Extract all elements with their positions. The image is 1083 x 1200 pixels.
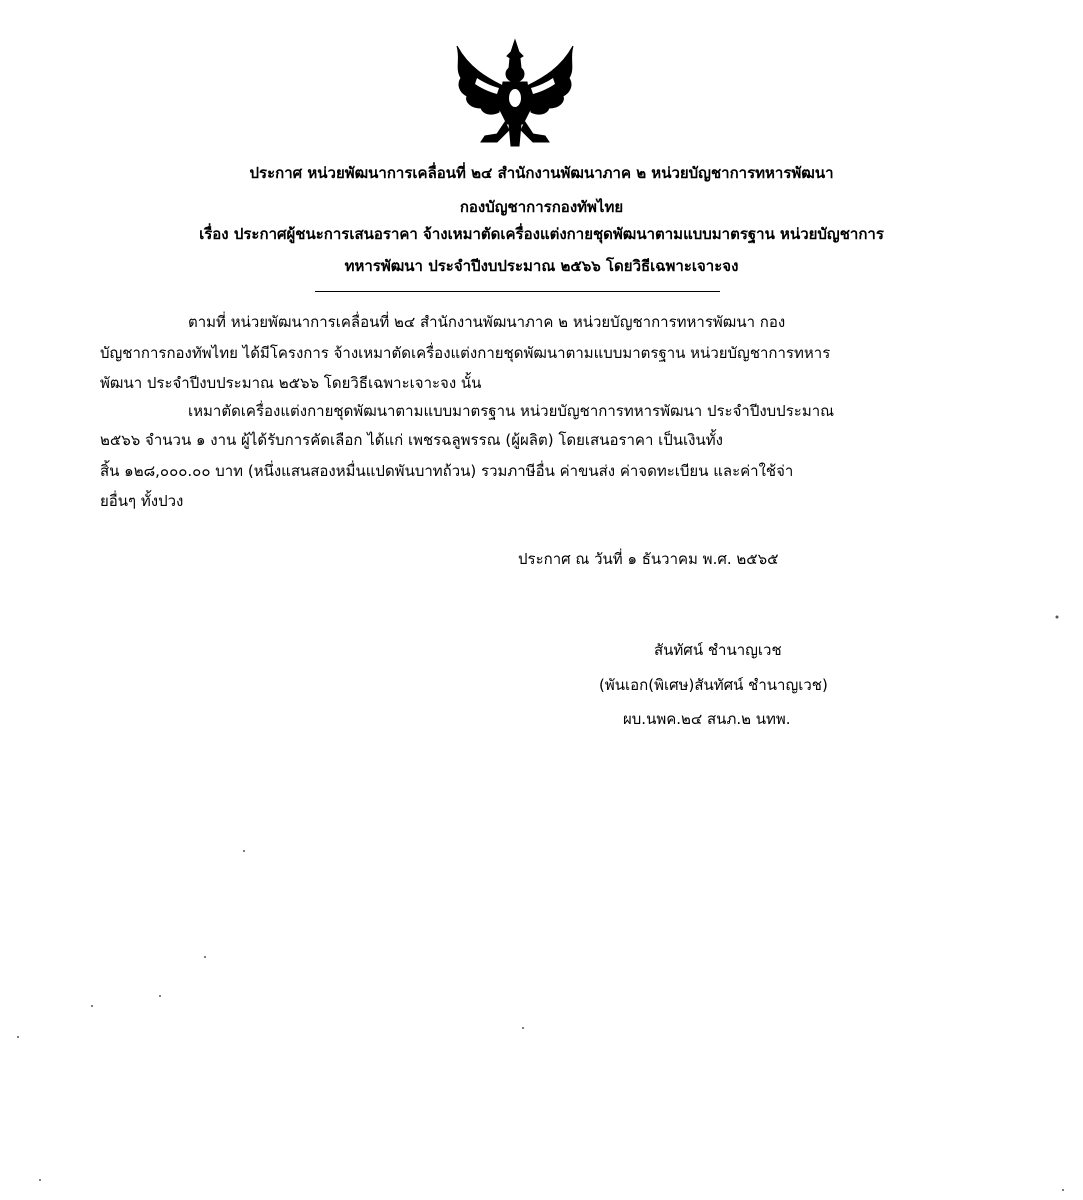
signature-full-name: (พันเอก(พิเศษ)สันทัศน์ ชำนาญเวช) bbox=[599, 676, 828, 694]
header-line-2: กองบัญชาการกองทัพไทย bbox=[459, 198, 624, 216]
body-paragraph-1-line-1: ตามที่ หน่วยพัฒนาการเคลื่อนที่ ๒๔ สำนักงานพัฒนาภาค ๒ หน่วยบัญชาการทหารพัฒนา กอง bbox=[188, 313, 786, 331]
header-subject-line-1: เรื่อง ประกาศผู้ชนะการเสนอราคา จ้างเหมาตัดเครื่องแต่งกายชุดพัฒนาตามแบบมาตรฐาน หน่วยบัญชาการ bbox=[199, 225, 884, 243]
announcement-date: ประกาศ ณ วันที่ ๑ ธันวาคม พ.ศ. ๒๕๖๕ bbox=[518, 550, 779, 568]
body-paragraph-2-line-4: ยอื่นๆ ทั้งปวง bbox=[100, 492, 184, 510]
signature-name: สันทัศน์ ชำนาญเวช bbox=[654, 641, 782, 659]
header-subject-line-2: ทหารพัฒนา ประจำปีงบประมาณ ๒๕๖๖ โดยวิธีเฉพาะเจาะจง bbox=[344, 257, 739, 275]
body-paragraph-1-line-3: พัฒนา ประจำปีงบประมาณ ๒๕๖๖ โดยวิธีเฉพาะเจาะจง นั้น bbox=[100, 374, 482, 392]
signature-position: ผบ.นพค.๒๔ สนภ.๒ นทพ. bbox=[623, 710, 791, 728]
header-divider bbox=[315, 291, 720, 292]
garuda-emblem-icon bbox=[447, 38, 583, 150]
body-paragraph-2-line-2: ๒๕๖๖ จำนวน ๑ งาน ผู้ได้รับการคัดเลือก ได้แก่ เพชรฉลูพรรณ (ผู้ผลิต) โดยเสนอราคา เป็นเงินทั้ง bbox=[100, 431, 723, 449]
header-line-1: ประกาศ หน่วยพัฒนาการเคลื่อนที่ ๒๔ สำนักงานพัฒนาภาค ๒ หน่วยบัญชาการทหารพัฒนา bbox=[249, 164, 834, 182]
body-paragraph-2-line-3: สิ้น ๑๒๘,๐๐๐.๐๐ บาท (หนึ่งแสนสองหมื่นแปดพันบาทถ้วน) รวมภาษีอื่น ค่าขนส่ง ค่าจดทะเบียน และค่าใช้จ่า bbox=[100, 462, 794, 480]
body-paragraph-1-line-2: บัญชาการกองทัพไทย ได้มีโครงการ จ้างเหมาตัดเครื่องแต่งกายชุดพัฒนาตามแบบมาตรฐาน หน่วยบัญชาการทหาร bbox=[100, 344, 831, 362]
body-paragraph-2-line-1: เหมาตัดเครื่องแต่งกายชุดพัฒนาตามแบบมาตรฐาน หน่วยบัญชาการทหารพัฒนา ประจำปีงบประมาณ bbox=[188, 402, 835, 420]
